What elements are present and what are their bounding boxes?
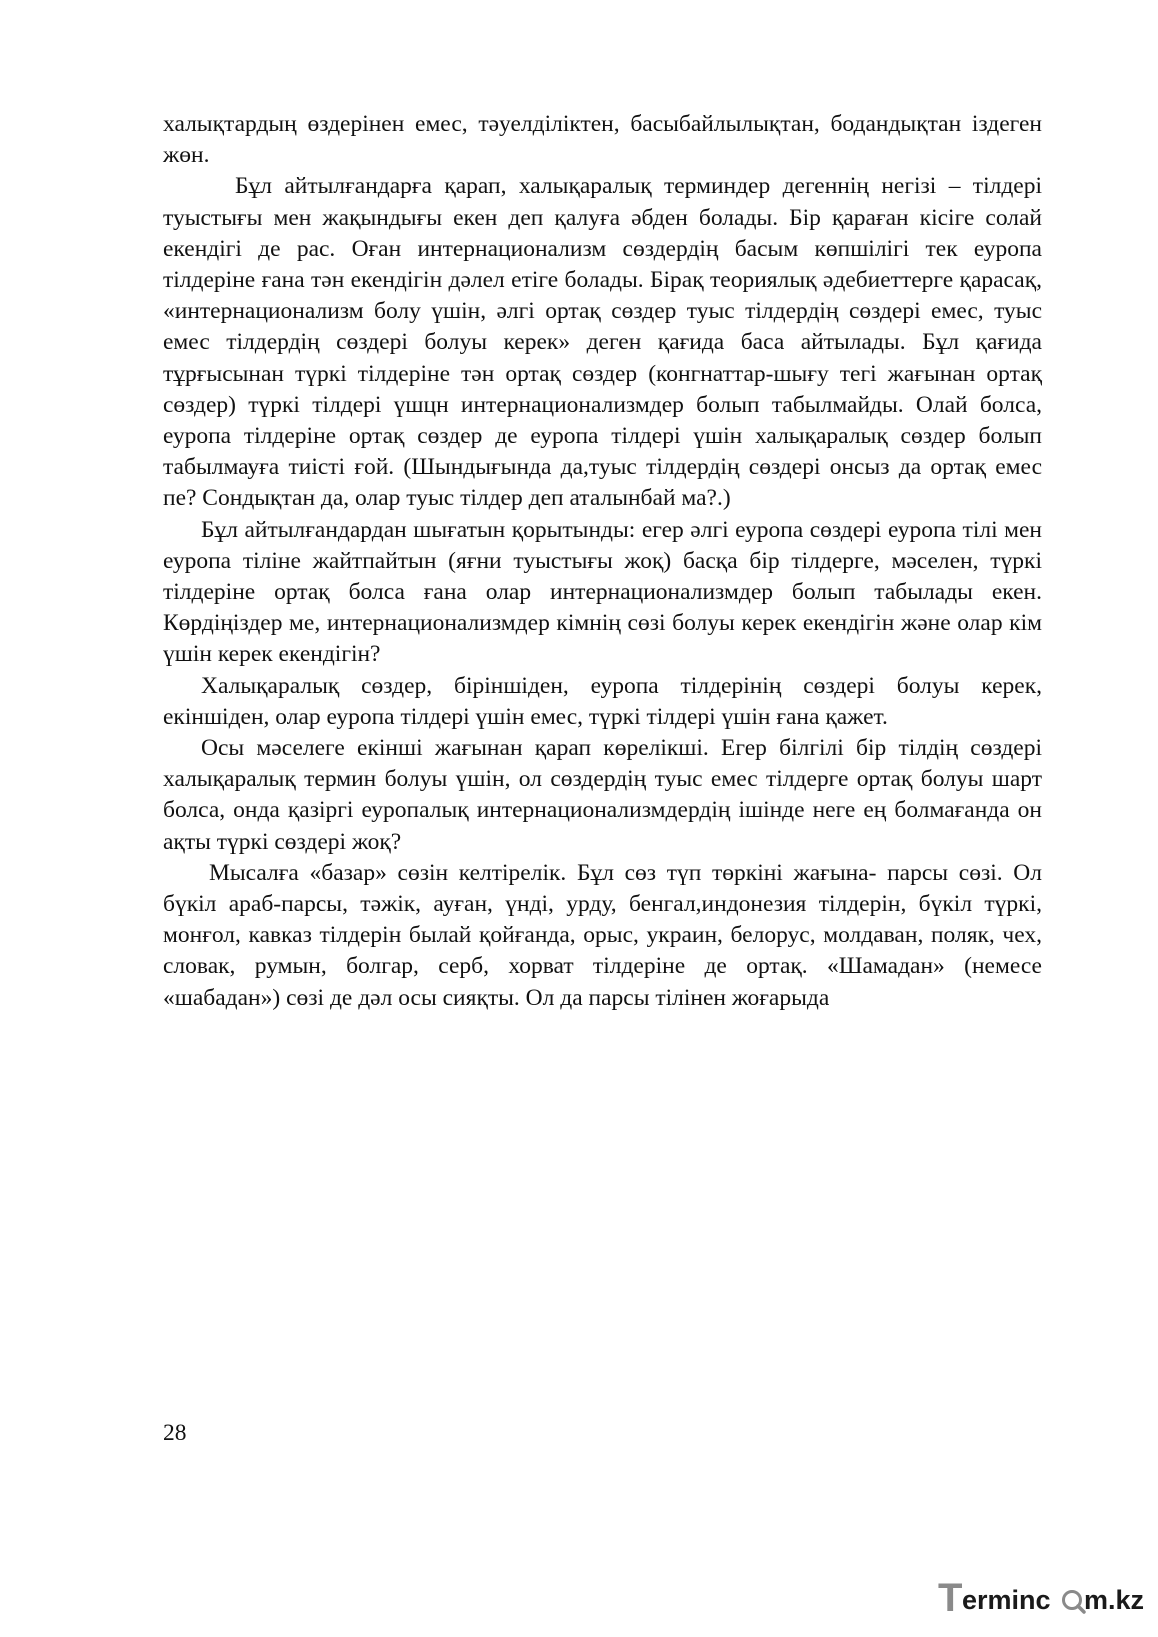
paragraph-6: Мысалға «базар» сөзін келтірелік. Бұл сөз түп төркіні жағына- парсы сөзі. Ол бүкіл араб-парсы, тәжік, ауған, үнді, урду, бенгал,индонезия тілдерін, бүкіл түркі, монғол, кавказ тілдерін былай қойғанда, орыс, украин, белорус, молдаван, поляк, чех, словак, румын, болгар, серб, хорват тілдеріне де ортақ. «Шамадан» (немесе «шабадан») сөзі де дәл осы сияқты. Ол да парсы тілінен жоғарыда xyxy=(163,859,1042,1011)
termincom-watermark xyxy=(938,1573,1148,1621)
paragraph-1: халықтардың өздерінен емес, тәуелділіктен, басыбайлылықтан, бодандықтан іздеген жөн. xyxy=(163,111,1042,169)
watermark-text-start: erminc xyxy=(962,1585,1051,1615)
paragraph-5: Осы мәселеге екінші жағынан қарап көрелікші. Егер білгілі бір тілдің сөздері халықаралық термин болуы үшін, ол сөздердің туыс емес тілдерге ортақ болуы шарт болса, онда қазіргі еуропалық интернационализмдердің ішінде неге ең болмағанда он ақты түркі сөздері жоқ? xyxy=(163,735,1042,855)
magnifier-icon xyxy=(1064,1592,1085,1613)
paragraph-4: Халықаралық сөздер, біріншіден, еуропа тілдерінің сөздері болуы керек, екіншіден, олар еуропа тілдері үшін емес, түркі тілдері үшін ғана қажет. xyxy=(163,672,1042,730)
paragraph-3: Бұл айтылғандардан шығатын қорытынды: егер әлгі еуропа сөздері еуропа тілі мен еуропа тіліне жайтпайтын (яғни туыстығы жоқ) басқа бір тілдерге, мәселен, түркі тілдеріне ортақ болса ғана олар интернационализмдер болып табылады екен. Көрдіңіздер ме, интернационализмдер кімнің сөзі болуы керек екендігін және олар кім үшін керек екендігін? xyxy=(163,516,1042,668)
page-body xyxy=(163,109,1042,1014)
watermark-text-end: m.kz xyxy=(1084,1585,1145,1615)
page-number: 28 xyxy=(163,1420,187,1446)
paragraph-2: Бұл айтылғандарға қарап, халықаралық терминдер дегеннің негізі – тілдері туыстығы мен жақындығы екен деп қалуға әбден болады. Бір қараған кісіге солай екендігі де рас. Оған интернационализм сөздердің басым көпшілігі тек еуропа тілдеріне ғана тән екендігін дәлел етіге болады. Бірақ теориялық әдебиеттерге қарасақ, «интернационализм болу үшін, әлгі ортақ сөздер туыс тілдердің сөздері емес, туыс емес тілдердің сөздері болуы керек» деген қағида баса айтылады. Бұл қағида тұрғысынан түркі тілдеріне тән ортақ сөздер (конгнаттар-шығу тегі жағынан ортақ сөздер) түркі тілдері үшцн интернационализмдер болып табылмайды. Олай болса, еуропа тілдеріне ортақ сөздер де еуропа тілдері үшін халықаралық сөздер болып табылмауға тиісті ғой. (Шындығында да,туыс тілдердің сөздері онсыз да ортақ емес пе? Сондықтан да, олар туыс тілдер деп аталынбай ма?.) xyxy=(163,173,1042,512)
watermark-letter-t: T xyxy=(938,1576,963,1620)
